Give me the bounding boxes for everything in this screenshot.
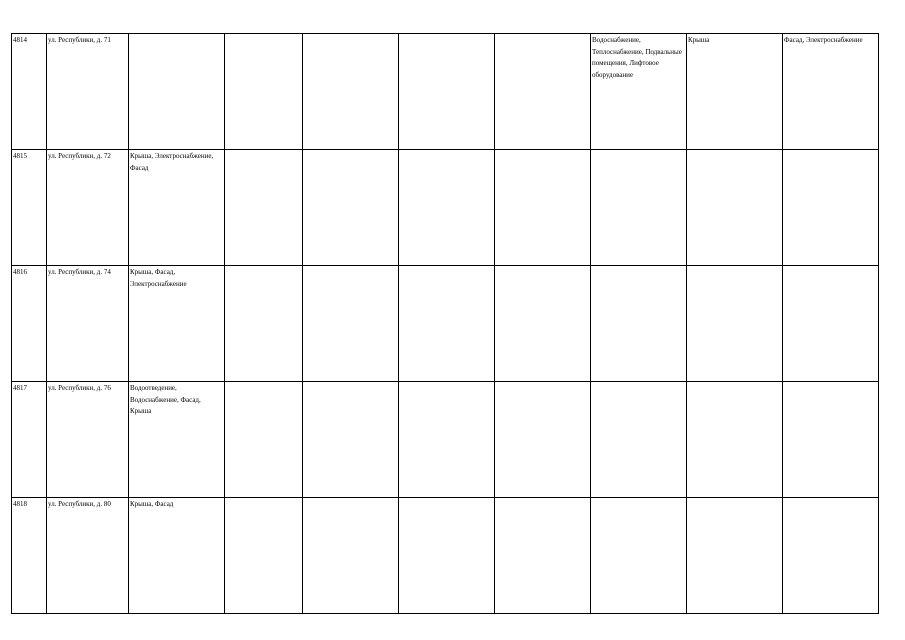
repair-plan-table: [11, 33, 879, 614]
work-type-cell: Фасад, Электроснабжение: [783, 34, 879, 150]
work-type-cell: [591, 150, 687, 266]
row-number-cell: 4814: [12, 34, 47, 150]
work-type-cell: [303, 498, 399, 614]
work-type-cell: Крыша, Электроснабжение, Фасад: [129, 150, 225, 266]
work-type-cell: [783, 150, 879, 266]
work-type-cell: [687, 266, 783, 382]
work-type-cell: [495, 382, 591, 498]
address-cell: ул. Республики, д. 72: [47, 150, 129, 266]
work-type-cell: [399, 34, 495, 150]
work-type-cell: [225, 498, 303, 614]
table-row: [12, 266, 879, 382]
work-type-cell: Крыша, Фасад: [129, 498, 225, 614]
table-body: [12, 34, 879, 614]
row-number-cell: 4818: [12, 498, 47, 614]
work-type-cell: Крыша: [687, 34, 783, 150]
work-type-cell: [129, 34, 225, 150]
work-type-cell: [399, 498, 495, 614]
work-type-cell: [303, 150, 399, 266]
work-type-cell: [225, 34, 303, 150]
table-row: [12, 498, 879, 614]
row-number-cell: 4816: [12, 266, 47, 382]
work-type-cell: [303, 266, 399, 382]
work-type-cell: [495, 498, 591, 614]
work-type-cell: [687, 382, 783, 498]
address-cell: ул. Республики, д. 71: [47, 34, 129, 150]
work-type-cell: [303, 34, 399, 150]
work-type-cell: Водоотведение, Водоснабжение, Фасад, Крыша: [129, 382, 225, 498]
work-type-cell: [783, 266, 879, 382]
work-type-cell: [399, 266, 495, 382]
work-type-cell: [783, 382, 879, 498]
work-type-cell: [495, 266, 591, 382]
work-type-cell: [399, 382, 495, 498]
work-type-cell: Водоснабжение, Теплоснабжение, Подвальные помещения, Лифтовое оборудование: [591, 34, 687, 150]
row-number-cell: 4815: [12, 150, 47, 266]
address-cell: ул. Республики, д. 74: [47, 266, 129, 382]
work-type-cell: Крыша, Фасад, Электроснабжение: [129, 266, 225, 382]
work-type-cell: [687, 150, 783, 266]
work-type-cell: [591, 498, 687, 614]
work-type-cell: [495, 150, 591, 266]
table-row: [12, 150, 879, 266]
table-row: [12, 34, 879, 150]
work-type-cell: [225, 382, 303, 498]
address-cell: ул. Республики, д. 80: [47, 498, 129, 614]
work-type-cell: [591, 382, 687, 498]
work-type-cell: [591, 266, 687, 382]
work-type-cell: [225, 150, 303, 266]
work-type-cell: [495, 34, 591, 150]
work-type-cell: [399, 150, 495, 266]
work-type-cell: [783, 498, 879, 614]
table-row: [12, 382, 879, 498]
work-type-cell: [687, 498, 783, 614]
row-number-cell: 4817: [12, 382, 47, 498]
address-cell: ул. Республики, д. 76: [47, 382, 129, 498]
work-type-cell: [225, 266, 303, 382]
work-type-cell: [303, 382, 399, 498]
